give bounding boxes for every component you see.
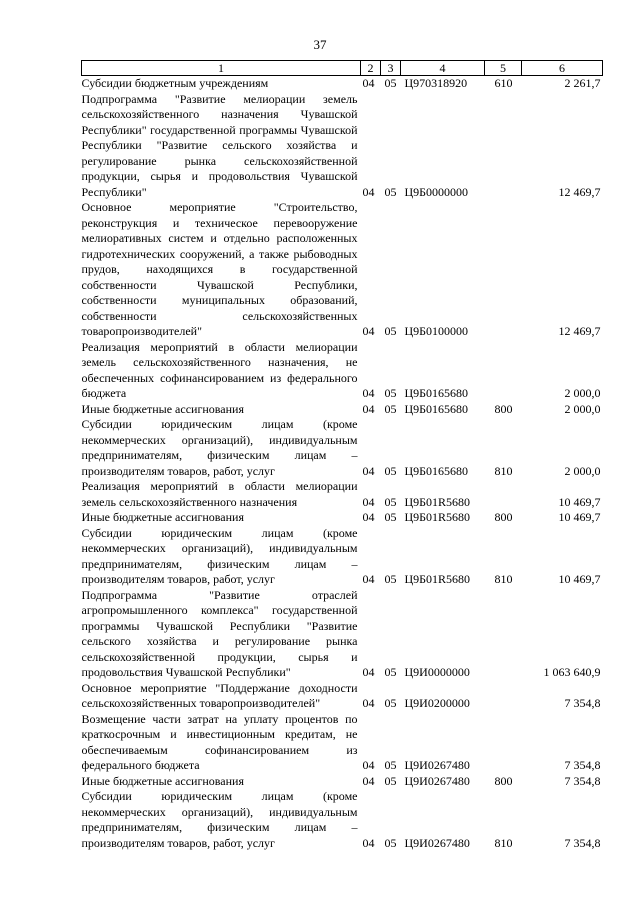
table-row xyxy=(82,76,603,92)
row-subsection: 05 xyxy=(384,494,397,509)
row-section: 04 xyxy=(362,401,375,416)
table-row xyxy=(82,417,603,479)
row-expense-type xyxy=(485,712,522,774)
column-header-sum: 6 xyxy=(522,61,603,76)
row-sum: 2 000,0 xyxy=(564,401,601,416)
table-row xyxy=(82,681,603,712)
row-section: 04 xyxy=(362,835,375,850)
row-name: Иные бюджетные ассигнования xyxy=(81,773,244,788)
row-sum: 2 261,7 xyxy=(564,76,601,90)
row-sum: 7 354,8 xyxy=(564,835,601,850)
row-target-code: Ц9Б01R5680 xyxy=(404,494,471,509)
row-subsection: 05 xyxy=(384,572,397,586)
row-target-code: Ц9Б0165680 xyxy=(404,401,469,416)
column-header-name: 1 xyxy=(82,61,361,76)
row-section: 04 xyxy=(362,696,375,710)
table-row xyxy=(82,526,603,588)
row-subsection: 05 xyxy=(384,324,397,338)
column-header-target-code: 4 xyxy=(401,61,485,76)
column-number-header xyxy=(82,61,603,76)
column-header-subsection: 3 xyxy=(381,61,401,76)
row-subsection: 05 xyxy=(384,76,397,90)
row-section: 04 xyxy=(362,758,375,772)
row-section: 04 xyxy=(362,463,375,478)
row-name: Иные бюджетные ассигнования xyxy=(81,401,244,416)
row-name: Возмещение части затрат на уплату процентов по краткосрочным и инвестиционным кредитам, не обеспечиваемым софинансированием из федерального бюджета xyxy=(81,711,358,772)
row-expense-type: 810 xyxy=(494,463,513,478)
row-expense-type: 800 xyxy=(494,773,513,788)
row-sum: 2 000,0 xyxy=(564,463,601,478)
row-subsection: 05 xyxy=(384,386,397,400)
row-target-code: Ц9Б0165680 xyxy=(404,386,469,400)
table-row xyxy=(82,588,603,681)
column-header-section: 2 xyxy=(361,61,381,76)
row-subsection: 05 xyxy=(384,696,397,710)
row-target-code: Ц970318920 xyxy=(404,76,468,90)
row-subsection: 05 xyxy=(384,401,397,416)
row-name: Субсидии бюджетным учреждениям xyxy=(81,76,269,90)
row-sum: 1 063 640,9 xyxy=(543,665,601,679)
row-target-code: Ц9И0200000 xyxy=(404,696,470,710)
row-name: Подпрограмма "Развитие мелиорации земель сельскохозяйственного назначения Чувашской Республики" государственной программы Чувашской Республики "Развитие сельского хозяйства и регулирование рынка сельскохозяйственной продукции, сырья и продовольствия Чувашской Республики" xyxy=(81,91,358,199)
row-expense-type xyxy=(485,588,522,681)
table-row xyxy=(82,510,603,526)
table-row xyxy=(82,340,603,402)
row-section: 04 xyxy=(362,184,375,199)
table-row xyxy=(82,789,603,851)
row-section: 04 xyxy=(362,76,375,90)
row-expense-type: 610 xyxy=(494,76,513,90)
column-header-expense-type: 5 xyxy=(485,61,522,76)
row-target-code: Ц9И0267480 xyxy=(404,773,470,788)
row-subsection: 05 xyxy=(384,510,397,524)
row-name: Реализация мероприятий в области мелиорации земель сельскохозяйственного назначения, не обеспеченных софинансированием из федерального бюджета xyxy=(81,339,358,400)
budget-table xyxy=(81,60,603,851)
row-expense-type xyxy=(485,479,522,510)
table-row xyxy=(82,200,603,340)
row-name: Основное мероприятие "Поддержание доходности сельскохозяйственных товаропроизводителей" xyxy=(81,680,358,710)
row-section: 04 xyxy=(362,773,375,788)
row-section: 04 xyxy=(362,324,375,338)
row-subsection: 05 xyxy=(384,835,397,850)
row-name: Основное мероприятие "Строительство, реконструкция и техническое перевооружение мелиоративных систем и отдельно расположенных гидротехнических сооружений, а также рыбоводных прудов, находящихся в государственной собственности Чувашской Республики, собственности муниципальных образований, собственности сельскохозяйственных товаропроизводителей" xyxy=(81,200,358,338)
row-target-code: Ц9И0267480 xyxy=(404,758,470,772)
row-target-code: Ц9Б01R5680 xyxy=(404,510,471,524)
table-row xyxy=(82,479,603,510)
row-target-code: Ц9И0267480 xyxy=(404,835,470,850)
row-subsection: 05 xyxy=(384,184,397,199)
row-subsection: 05 xyxy=(384,773,397,788)
row-name: Иные бюджетные ассигнования xyxy=(81,510,244,524)
table-row xyxy=(82,712,603,774)
row-expense-type xyxy=(485,681,522,712)
page-number: 37 xyxy=(313,37,327,52)
row-section: 04 xyxy=(362,572,375,586)
table-row xyxy=(82,92,603,201)
row-section: 04 xyxy=(362,665,375,679)
row-sum: 2 000,0 xyxy=(564,386,601,400)
row-sum: 7 354,8 xyxy=(564,696,601,710)
row-sum: 10 469,7 xyxy=(558,494,601,509)
row-section: 04 xyxy=(362,386,375,400)
row-expense-type: 810 xyxy=(494,835,513,850)
row-name: Реализация мероприятий в области мелиорации земель сельскохозяйственного назначения xyxy=(81,479,358,509)
row-subsection: 05 xyxy=(384,758,397,772)
table-row xyxy=(82,402,603,418)
row-name: Субсидии юридическим лицам (кроме некоммерческих организаций), индивидуальным предпринимателям, физическим лицам – производителям товаров, работ, услуг xyxy=(81,789,358,850)
row-name: Подпрограмма "Развитие отраслей агропромышленного комплекса" государственной программы Чувашской Республики "Развитие сельского хозяйства и регулирование рынка сельскохозяйственной продукции, сырья и продовольствия Чувашской Республики" xyxy=(81,587,358,679)
row-target-code: Ц9Б01R5680 xyxy=(404,572,471,586)
row-expense-type xyxy=(485,200,522,340)
row-sum: 10 469,7 xyxy=(558,510,601,524)
row-sum: 12 469,7 xyxy=(558,324,601,338)
row-subsection: 05 xyxy=(384,463,397,478)
row-target-code: Ц9Б0165680 xyxy=(404,463,469,478)
row-section: 04 xyxy=(362,494,375,509)
row-sum: 7 354,8 xyxy=(564,773,601,788)
row-expense-type: 800 xyxy=(494,510,513,524)
row-sum: 12 469,7 xyxy=(558,184,601,199)
row-expense-type: 800 xyxy=(494,401,513,416)
row-sum: 7 354,8 xyxy=(564,758,601,772)
row-target-code: Ц9Б0000000 xyxy=(404,184,469,199)
row-expense-type: 810 xyxy=(494,572,513,586)
row-name: Субсидии юридическим лицам (кроме некоммерческих организаций), индивидуальным предпринимателям, физическим лицам – производителям товаров, работ, услуг xyxy=(81,525,358,586)
row-expense-type xyxy=(485,92,522,201)
row-section: 04 xyxy=(362,510,375,524)
row-sum: 10 469,7 xyxy=(558,572,601,586)
row-name: Субсидии юридическим лицам (кроме некоммерческих организаций), индивидуальным предпринимателям, физическим лицам – производителям товаров, работ, услуг xyxy=(81,417,358,478)
row-target-code: Ц9И0000000 xyxy=(404,665,470,679)
row-subsection: 05 xyxy=(384,665,397,679)
row-target-code: Ц9Б0100000 xyxy=(404,324,469,338)
table-row xyxy=(82,774,603,790)
row-expense-type xyxy=(485,340,522,402)
